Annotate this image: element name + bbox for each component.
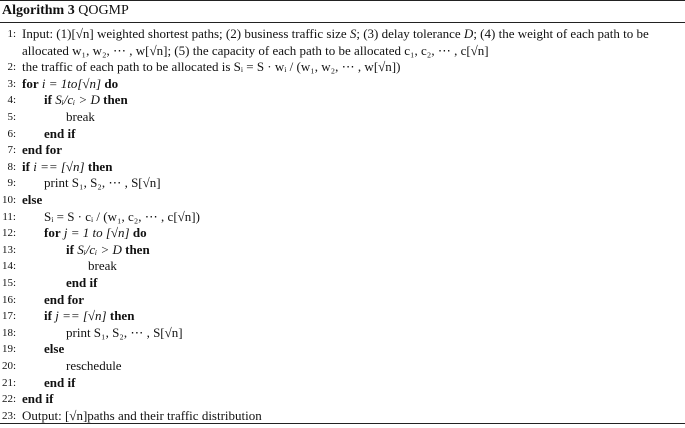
keyword: do — [132, 225, 147, 241]
keyword: then — [125, 241, 150, 257]
line-number: 6: — [7, 127, 16, 140]
keyword: end for — [44, 291, 85, 307]
line-text: break — [66, 109, 95, 124]
keyword: end if — [22, 391, 54, 407]
line-text: allocated w₁, w₂, ⋯ , w[√n]; (5) the capacity of each path to be allocated c₁, c₂, ⋯ , c[√n] — [22, 42, 489, 58]
text-segment: Input: (1) — [22, 26, 72, 41]
keyword: end for — [22, 142, 63, 158]
math-segment: j = 1 to [√n] — [60, 225, 133, 241]
line-number: 15: — [1, 277, 16, 289]
math-segment: i = 1to[√n] — [38, 75, 105, 91]
line-number: 14: — [1, 260, 16, 273]
keyword: then — [103, 92, 128, 108]
line-text — [22, 159, 112, 175]
algorithm-name: QOGMP — [78, 3, 129, 18]
line-number: 4: — [7, 94, 16, 107]
line-text: reschedule — [66, 358, 122, 373]
text-segment: weighted shortest paths; (2) business traffic size — [93, 26, 350, 41]
line-text — [22, 26, 649, 42]
line-number: 1: — [7, 28, 16, 40]
line-number: 5: — [7, 111, 16, 123]
line-text: the traffic of each path to be allocated is Sᵢ = S · wᵢ / (w₁, w₂, ⋯ , w[√n]) — [22, 59, 401, 75]
line-number: 12: — [1, 227, 16, 240]
line-number: 9: — [7, 177, 16, 190]
math-segment: Sᵢ/cᵢ > D — [51, 92, 104, 108]
line-number: 3: — [7, 77, 16, 90]
keyword: do — [104, 75, 119, 91]
keyword: if — [22, 158, 30, 174]
line-text: print S₁, S₂, ⋯ , S[√n] — [44, 175, 161, 191]
math-segment: Sᵢ/cᵢ > D — [73, 241, 126, 257]
math-segment: S — [349, 26, 357, 41]
line-number: 16: — [1, 293, 16, 306]
algorithm-title — [2, 3, 129, 19]
keyword: then — [87, 158, 113, 174]
top-rule — [0, 0, 685, 1]
keyword: if — [44, 308, 52, 324]
line-number: 17: — [1, 310, 16, 323]
line-text — [22, 76, 118, 92]
line-number: 2: — [7, 61, 16, 74]
line-number: 22: — [1, 393, 16, 406]
math-segment: D — [463, 26, 474, 41]
line-number: 10: — [1, 194, 16, 206]
line-number: 18: — [1, 326, 16, 339]
keyword: if — [44, 92, 52, 108]
line-number: 21: — [1, 376, 16, 389]
math-segment: j == [√n] — [51, 308, 110, 324]
keyword: end if — [44, 374, 76, 390]
keyword: if — [66, 241, 74, 257]
keyword: then — [109, 308, 135, 324]
keyword: end if — [44, 125, 76, 141]
line-number: 13: — [1, 243, 16, 256]
line-number: 19: — [1, 343, 16, 356]
line-number: 8: — [7, 160, 16, 173]
line-number: 23: — [1, 409, 16, 422]
line-text — [44, 225, 147, 241]
line-number: 11: — [2, 210, 16, 223]
keyword: for — [22, 75, 39, 91]
title-rule — [0, 22, 685, 23]
line-number: 7: — [7, 144, 16, 157]
keyword: end if — [66, 275, 98, 290]
line-text: print S₁, S₂, ⋯ , S[√n] — [66, 324, 183, 340]
line-text — [44, 308, 134, 324]
line-text: break — [88, 258, 117, 274]
keyword: for — [44, 225, 61, 241]
line-text — [44, 92, 128, 108]
keyword: else — [44, 341, 65, 357]
text-segment: ; (3) delay tolerance — [356, 26, 464, 41]
keyword: else — [22, 192, 43, 207]
math-segment: i == [√n] — [29, 158, 88, 174]
line-text: Sᵢ = S · cᵢ / (w₁, c₂, ⋯ , c[√n]) — [44, 208, 200, 224]
math-segment: [√n] — [71, 26, 94, 41]
line-text: Output: [√n]paths and their traffic distribution — [22, 407, 262, 423]
line-text — [66, 242, 150, 258]
algorithm-label: Algorithm 3 — [2, 3, 75, 18]
line-number: 20: — [1, 360, 16, 372]
bottom-rule — [0, 423, 685, 424]
text-segment: ; (4) the weight of each path to be — [473, 26, 649, 41]
